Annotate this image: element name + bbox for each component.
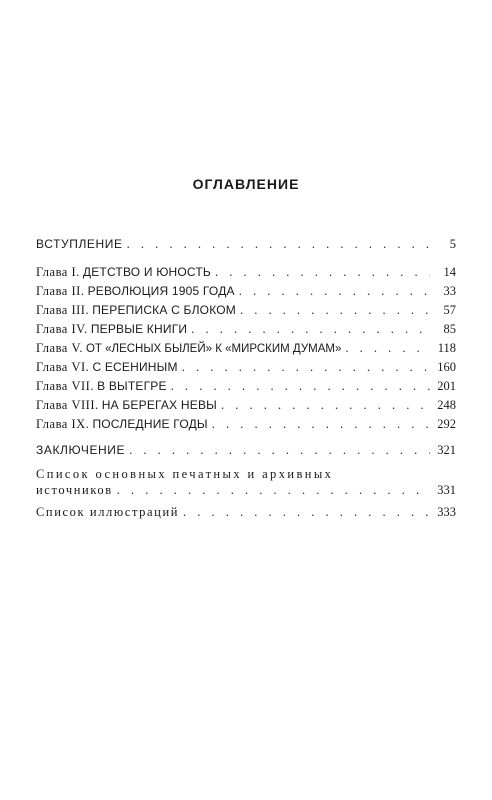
leader-dots bbox=[215, 264, 430, 280]
toc-entry-chapter-8[interactable] bbox=[36, 397, 456, 413]
toc-entry-chapter-3[interactable] bbox=[36, 302, 456, 318]
toc-entry-title: Список иллюстраций bbox=[36, 505, 180, 519]
chapter-title: ПЕРВЫЕ КНИГИ bbox=[90, 322, 188, 336]
toc-entry-title: ВСТУПЛЕНИЕ bbox=[36, 237, 123, 251]
chapter-prefix: Глава VII. bbox=[36, 379, 94, 393]
toc-page-number: 160 bbox=[437, 360, 456, 374]
toc-entry-conclusion[interactable] bbox=[36, 442, 456, 458]
leader-dots bbox=[240, 302, 430, 318]
toc-page-number: 85 bbox=[443, 322, 456, 336]
toc-entry-sources[interactable] bbox=[36, 482, 456, 498]
leader-dots bbox=[191, 321, 430, 337]
leader-dots bbox=[171, 378, 430, 394]
chapter-title: НА БЕРЕГАХ НЕВЫ bbox=[101, 398, 217, 412]
toc-entry-chapter-9[interactable] bbox=[36, 416, 456, 432]
chapter-prefix: Глава I. bbox=[36, 265, 80, 279]
chapter-title: РЕВОЛЮЦИЯ 1905 ГОДА bbox=[87, 284, 235, 298]
toc-entry-illustrations[interactable] bbox=[36, 504, 456, 520]
chapter-prefix: Глава IV. bbox=[36, 322, 88, 336]
chapter-title: В ВЫТЕГРЕ bbox=[97, 379, 167, 393]
leader-dots bbox=[212, 416, 430, 432]
chapter-prefix: Глава II. bbox=[36, 284, 85, 298]
chapter-title: ОТ «ЛЕСНЫХ БЫЛЕЙ» К «МИРСКИМ ДУМАМ» bbox=[85, 343, 342, 355]
chapter-prefix: Глава III. bbox=[36, 303, 90, 317]
toc-entry-chapter-1[interactable] bbox=[36, 264, 456, 280]
chapter-prefix: Глава V. bbox=[36, 341, 84, 355]
toc-page-number: 33 bbox=[443, 284, 456, 298]
toc-page-number: 5 bbox=[449, 237, 456, 251]
chapter-title: ПЕРЕПИСКА С БЛОКОМ bbox=[92, 303, 236, 317]
toc-entry-sources-line1[interactable]: Список основных печатных и архивных bbox=[36, 467, 334, 481]
leader-dots bbox=[183, 504, 430, 520]
leader-dots bbox=[117, 482, 430, 498]
leader-dots bbox=[345, 340, 430, 356]
leader-dots bbox=[129, 442, 430, 458]
chapter-title: С ЕСЕНИНЫМ bbox=[92, 360, 178, 374]
chapter-prefix: Глава IX. bbox=[36, 417, 90, 431]
page-title: ОГЛАВЛЕНИЕ bbox=[192, 176, 300, 192]
toc-entry-intro[interactable] bbox=[36, 236, 456, 252]
chapter-title: ДЕТСТВО И ЮНОСТЬ bbox=[82, 265, 211, 279]
leader-dots bbox=[221, 397, 430, 413]
toc-page-number: 321 bbox=[437, 443, 456, 457]
toc-page-number: 14 bbox=[443, 265, 456, 279]
toc-page-number: 248 bbox=[437, 398, 456, 412]
toc-entry-chapter-2[interactable] bbox=[36, 283, 456, 299]
toc-page-number: 333 bbox=[437, 505, 456, 519]
leader-dots bbox=[182, 359, 430, 375]
toc-entry-title: ЗАКЛЮЧЕНИЕ bbox=[36, 443, 126, 457]
table-of-contents bbox=[36, 0, 456, 800]
toc-page-number: 331 bbox=[437, 483, 456, 497]
toc-entry-chapter-5[interactable] bbox=[36, 340, 456, 357]
toc-page-number: 201 bbox=[437, 379, 456, 393]
toc-page-number: 118 bbox=[437, 341, 456, 355]
chapter-prefix: Глава VI. bbox=[36, 360, 90, 374]
toc-entry-title: источников bbox=[36, 483, 113, 497]
chapter-prefix: Глава VIII. bbox=[36, 398, 99, 412]
toc-page-number: 292 bbox=[437, 417, 456, 431]
leader-dots bbox=[239, 283, 430, 299]
leader-dots bbox=[127, 236, 430, 252]
toc-page-number: 57 bbox=[443, 303, 456, 317]
toc-entry-chapter-7[interactable] bbox=[36, 378, 456, 394]
toc-entry-chapter-4[interactable] bbox=[36, 321, 456, 337]
chapter-title: ПОСЛЕДНИЕ ГОДЫ bbox=[92, 417, 208, 431]
toc-entry-chapter-6[interactable] bbox=[36, 359, 456, 375]
